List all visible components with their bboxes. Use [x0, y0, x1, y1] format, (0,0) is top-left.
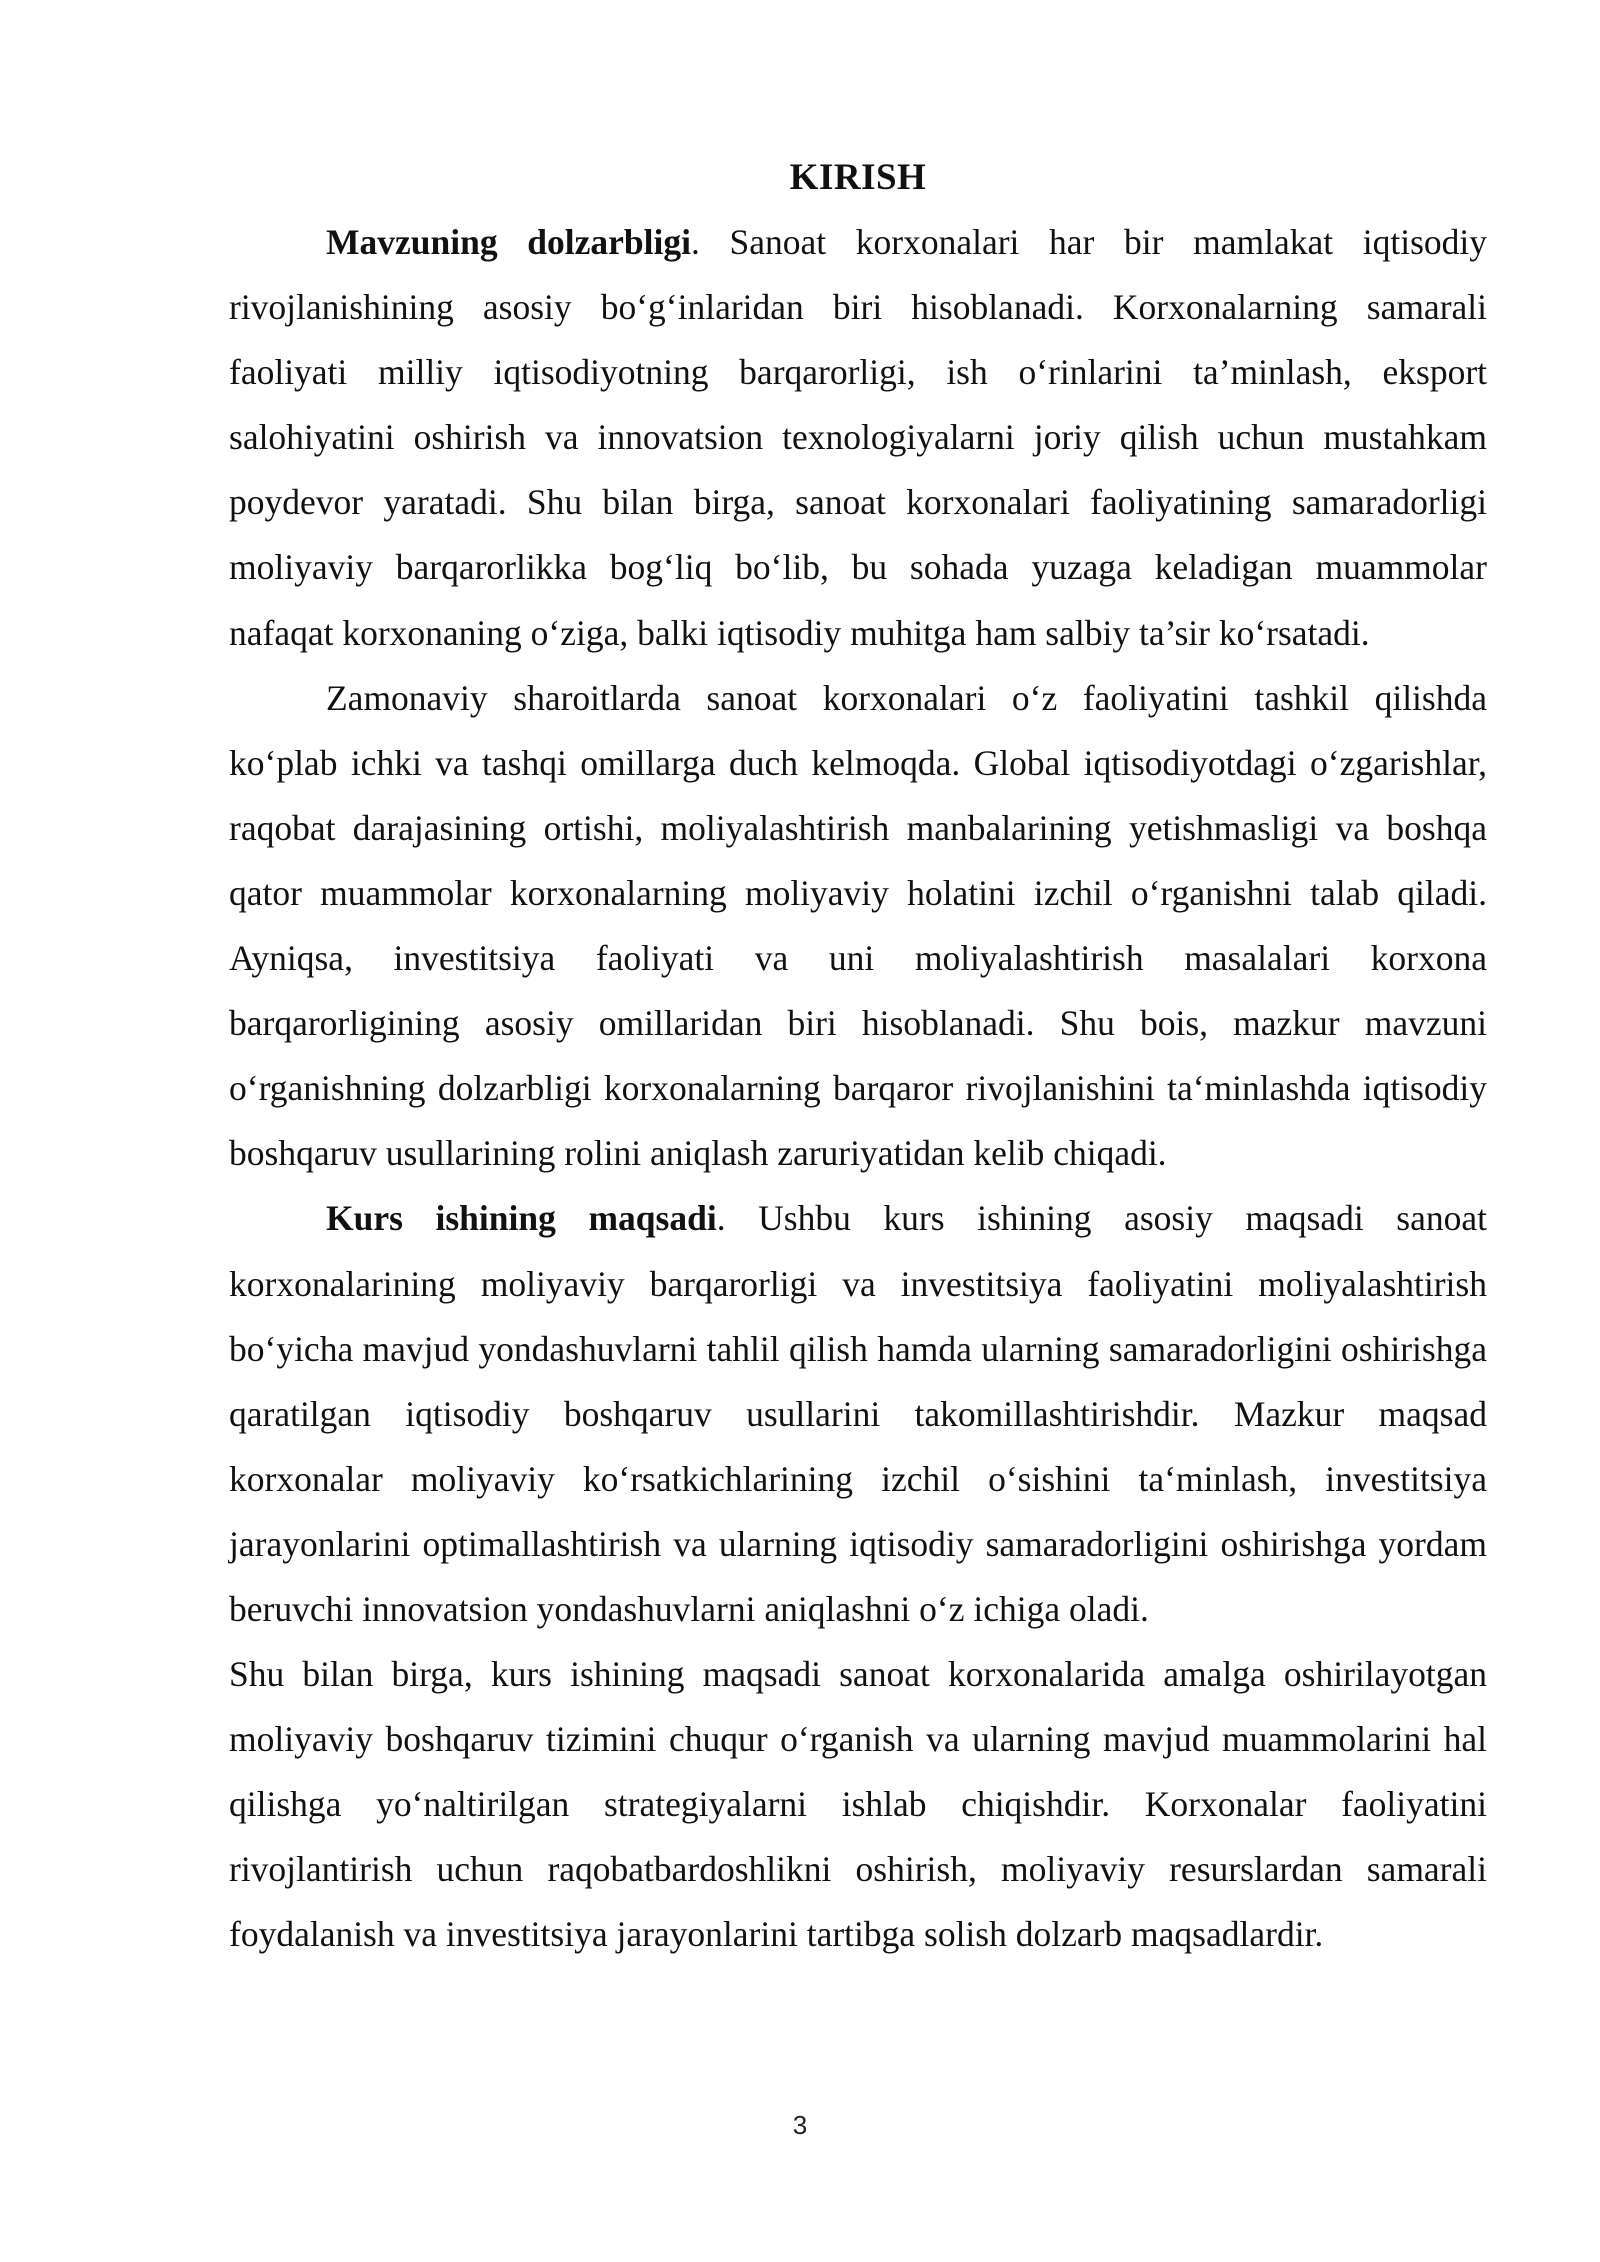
paragraph-purpose [229, 1186, 1487, 1642]
page-number: 3 [792, 2110, 808, 2140]
paragraph-text: . Ushbu kurs ishining asosiy maqsadi sanoat korxonalarining moliyaviy barqarorligi va investitsiya faoliyatini moliyalashtirish bo‘yicha mavjud yondashuvlarni tahlil qilish hamda ularning samaradorligini oshirishga qaratilgan iqtisodiy boshqaruv usullarini takomillashtirishdir. Mazkur maqsad korxonalar moliyaviy ko‘rsatkichlarining izchil o‘sishini ta‘minlash, investitsiya jarayonlarini optimallashtirish va ularning iqtisodiy samaradorligini oshirishga yordam beruvchi innovatsion yondashuvlarni aniqlashni o‘z ichiga oladi. [229, 1198, 1487, 1629]
paragraph-lead: Kurs ishining maqsadi [326, 1198, 717, 1239]
paragraph-text: . Sanoat korxonalari har bir mamlakat iqtisodiy rivojlanishining asosiy bo‘g‘inlaridan biri hisoblanadi. Korxonalarning samarali faoliyati milliy iqtisodiyotning barqarorligi, ish o‘rinlarini ta’minlash, eksport salohiyatini oshirish va innovatsion texnologiyalarni joriy qilish uchun mustahkam poydevor yaratadi. Shu bilan birga, sanoat korxonalari faoliyatining samaradorligi moliyaviy barqarorlikka bog‘liq bo‘lib, bu sohada yuzaga keladigan muammolar nafaqat korxonaning o‘ziga, balki iqtisodiy muhitga ham salbiy ta’sir ko‘rsatadi. [229, 222, 1487, 653]
paragraph-modern-conditions [229, 666, 1487, 1187]
page-title: KIRISH [789, 157, 927, 198]
paragraph-lead: Mavzuning dolzarbligi [326, 222, 691, 262]
paragraph-text: Zamonaviy sharoitlarda sanoat korxonalari o‘z faoliyatini tashkil qilishda ko‘plab ichki va tashqi omillarga duch kelmoqda. Global iqtisodiyotdagi o‘zgarishlar, raqobat darajasining ortishi, moliyalashtirish manbalarining yetishmasligi va boshqa qator muammolar korxonalarning moliyaviy holatini izchil o‘rganishni talab qiladi. Ayniqsa, investitsiya faoliyati va uni moliyalashtirish masalalari korxona barqarorligining asosiy omillaridan biri hisoblanadi. Shu bois, mazkur mavzuni o‘rganishning dolzarbligi korxonalarning barqaror rivojlanishini ta‘minlashda iqtisodiy boshqaruv usullarining rolini aniqlash zaruriyatidan kelib chiqadi. [229, 677, 1487, 1174]
paragraph-purpose-continued [229, 1642, 1487, 1967]
paragraph-text: Shu bilan birga, kurs ishining maqsadi sanoat korxonalarida amalga oshirilayotgan moliyaviy boshqaruv tizimini chuqur o‘rganish va ularning mavjud muammolarini hal qilishga yo‘naltirilgan strategiyalarni ishlab chiqishdir. Korxonalar faoliyatini rivojlantirish uchun raqobatbardoshlikni oshirish, moliyaviy resurslardan samarali foydalanish va investitsiya jarayonlarini tartibga solish dolzarb maqsadlardir. [229, 1654, 1487, 1955]
page-content [229, 145, 1487, 1968]
paragraph-relevance [229, 210, 1487, 666]
